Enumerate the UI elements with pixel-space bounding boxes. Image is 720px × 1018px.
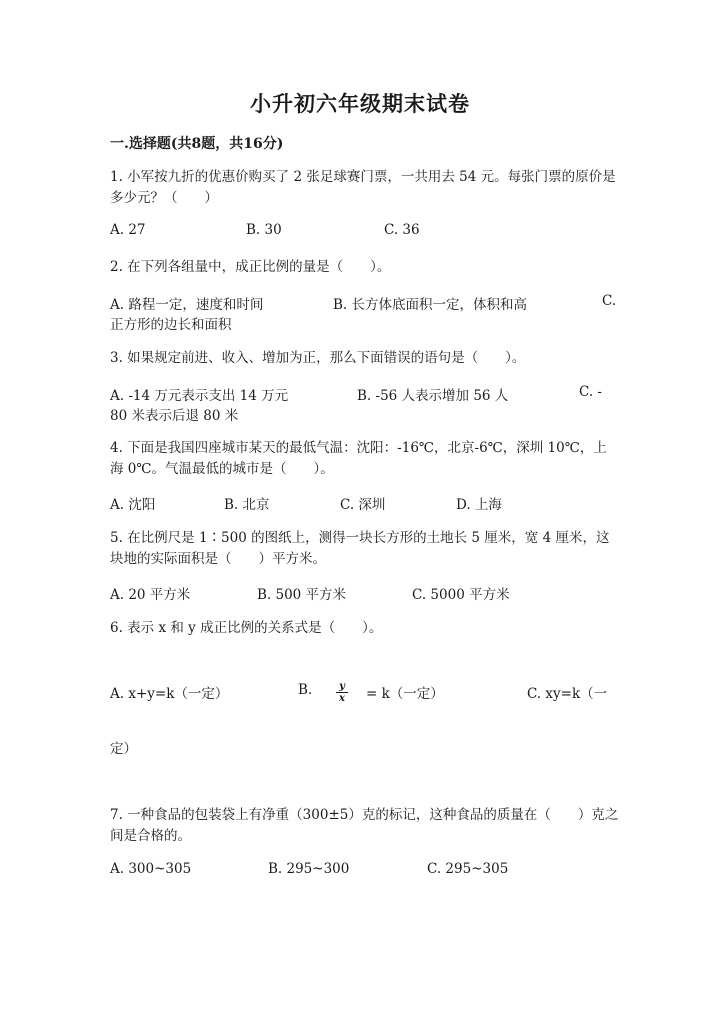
question-1-option-b[interactable]: B. 30 <box>246 222 282 238</box>
question-6-stem: 6. 表示 x 和 y 成正比例的关系式是（ ）。 <box>110 620 383 636</box>
question-4-option-d[interactable]: D. 上海 <box>456 497 502 513</box>
question-6-option-a[interactable]: A. x+y=k（一定） <box>110 686 229 702</box>
question-4-option-b[interactable]: B. 北京 <box>224 497 270 513</box>
question-6-option-b-text[interactable]: = k（一定） <box>366 686 444 702</box>
question-1-stem: 1. 小军按九折的优惠价购买了 2 张足球赛门票，一共用去 54 元。每张门票的原价是多少元？（ ） <box>110 169 616 206</box>
question-6-option-c-continued[interactable]: 定） <box>110 741 137 757</box>
question-7-option-a[interactable]: A. 300~305 <box>110 861 192 877</box>
question-1-option-a[interactable]: A. 27 <box>110 222 146 238</box>
question-4-option-a[interactable]: A. 沈阳 <box>110 497 156 513</box>
section-heading: 一.选择题(共8题，共16分) <box>110 136 284 152</box>
question-7-option-b[interactable]: B. 295~300 <box>268 861 350 877</box>
question-7-stem: 7. 一种食品的包装袋上有净重（300±5）克的标记，这种食品的质量在（ ）克之间是合格的。 <box>110 807 619 844</box>
question-4-option-c[interactable]: C. 深圳 <box>340 497 386 513</box>
fraction-denominator: x <box>339 693 345 704</box>
question-2-stem: 2. 在下列各组量中，成正比例的量是（ ）。 <box>110 259 391 275</box>
question-2-option-c-text[interactable]: 正方形的边长和面积 <box>110 317 232 333</box>
question-2-option-c-prefix[interactable]: C. <box>602 293 617 309</box>
question-6-option-c[interactable]: C. xy=k（一 <box>527 686 608 702</box>
question-4-stem: 4. 下面是我国四座城市某天的最低气温：沈阳：-16℃，北京-6℃，深圳 10℃，上海 0℃。气温最低的城市是（ ）。 <box>110 440 607 477</box>
question-5-option-b[interactable]: B. 500 平方米 <box>257 587 347 603</box>
question-5-stem: 5. 在比例尺是 1∶500 的图纸上，测得一块长方形的土地长 5 厘米，宽 4 厘米，这块地的实际面积是（ ）平方米。 <box>110 530 610 567</box>
question-3-option-b[interactable]: B. -56 人表示增加 56 人 <box>357 388 509 404</box>
question-1-option-c[interactable]: C. 36 <box>384 222 420 238</box>
question-3-option-c-prefix[interactable]: C. - <box>579 384 602 400</box>
question-5-option-c[interactable]: C. 5000 平方米 <box>412 587 510 603</box>
question-3-option-c-text[interactable]: 80 米表示后退 80 米 <box>110 408 239 424</box>
question-3-stem: 3. 如果规定前进、收入、增加为正，那么下面错误的语句是（ ）。 <box>110 350 526 366</box>
question-7-option-c[interactable]: C. 295~305 <box>427 861 509 877</box>
question-5-option-a[interactable]: A. 20 平方米 <box>110 587 191 603</box>
question-6-option-b-fraction <box>336 681 348 704</box>
question-2-option-a[interactable]: A. 路程一定，速度和时间 <box>110 297 264 313</box>
page-title: 小升初六年级期末试卷 <box>250 91 470 116</box>
question-6-option-b-label[interactable]: B. <box>298 682 313 698</box>
question-2-option-b[interactable]: B. 长方体底面积一定，体积和高 <box>333 297 528 313</box>
question-3-option-a[interactable]: A. -14 万元表示支出 14 万元 <box>110 388 289 404</box>
fraction-numerator: y <box>336 681 348 693</box>
